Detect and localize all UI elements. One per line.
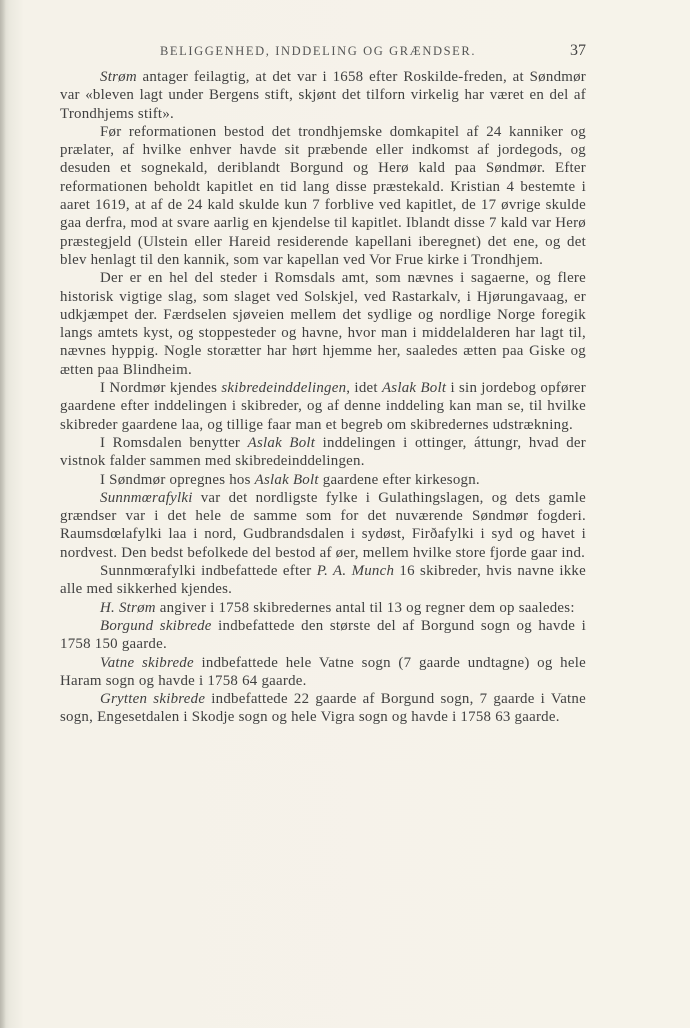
text-run: indbefattede hele Vatne sogn (7 gaarde undtagne) og hele Haram sogn og havde i 1758 64 gaarde. <box>60 654 586 689</box>
text-run: I Søndmør opregnes hos <box>100 471 255 488</box>
text-run: indbefattede 22 gaarde af Borgund sogn, 7 gaarde i Vatne sogn, Engesetdalen i Skodje sogn og hele Vigra sogn og havde i 1758 63 gaarde. <box>60 691 586 726</box>
italic-text: skibredeinddelingen <box>221 380 347 397</box>
text-run: i sin jordebog opfører gaardene efter inddelingen i skibreder, og af denne inddeling kan man se, til hvilke skibreder gaardene laa, og tillige faar man et begreb om skibredernes udstrækning. <box>60 380 586 433</box>
text-run: indbefattede den største del af Borgund sogn og havde i 1758 150 gaarde. <box>60 617 586 653</box>
italic-text: Borgund skibrede <box>100 617 212 634</box>
italic-text: H. Strøm <box>100 599 156 616</box>
paragraph <box>60 654 586 691</box>
paragraph <box>60 123 586 269</box>
paragraph <box>60 269 586 379</box>
italic-text: P. A. Munch <box>316 563 395 580</box>
italic-text: Aslak Bolt <box>254 471 319 488</box>
italic-text: Grytten skibrede <box>100 691 206 708</box>
page-number: 37 <box>570 42 586 59</box>
paragraph <box>60 489 586 562</box>
paragraph <box>60 68 586 123</box>
text-run: Der er en hel del steder i Romsdals amt, som nævnes i sagaerne, og flere historisk vigtige slag, som slaget ved Solskjel, ved Rastarkalv, i Hjørungavaag, er udkjæmpet der. Færdselen sjøveien mellem det sydlige og nordlige Norge foregik langs amtets kyst, og stoppesteder og havne, hvor man i middelalderen har lagt til, nævnes hyppig. Nogle storætter har hørt hjemme her, saaledes ætten paa Giske og ætten paa Blindheim. <box>60 270 586 378</box>
italic-text: Strøm <box>100 69 137 85</box>
paragraph <box>60 471 586 489</box>
page-spine-shadow <box>0 0 6 1028</box>
text-run: , idet <box>346 380 382 397</box>
paragraph <box>60 562 586 599</box>
italic-text: Vatne skibrede <box>100 654 194 671</box>
page-header <box>60 44 586 66</box>
text-run: angiver i 1758 skibredernes antal til 13 og regner dem op saaledes: <box>155 599 575 616</box>
text-run: antager feilagtig, at det var i 1658 efter Roskilde-freden, at Søndmør var «bleven lagt under Bergens stift, skjønt det tilforn virkelig har været en del af Trondhjems stift». <box>60 69 586 122</box>
body-text <box>60 68 586 727</box>
running-title: BELIGGENHED, INDDELING OG GRÆNDSER. <box>160 44 477 58</box>
paragraph <box>60 434 586 471</box>
paragraph <box>60 599 586 617</box>
text-run: 16 skibreder, hvis navne ikke alle med sikkerhed kjendes. <box>60 563 586 598</box>
paragraph <box>60 690 586 727</box>
italic-text: Aslak Bolt <box>247 434 316 451</box>
text-run: inddelingen i ottinger, áttungr, hvad der vistnok falder sammen med skibredeinddelingen. <box>60 434 586 470</box>
italic-text: Aslak Bolt <box>381 380 447 397</box>
italic-text: Sunnmœrafylki <box>100 489 193 506</box>
paragraph <box>60 617 586 654</box>
paragraph <box>60 379 586 434</box>
text-run: I Romsdalen benytter <box>100 434 248 451</box>
text-run: Sunnmœrafylki indbefattede efter <box>100 563 317 580</box>
text-run: I Nordmør kjendes <box>100 380 222 397</box>
text-run: var det nordligste fylke i Gulathingslagen, og dets gamle grændser var i det hele de samme som for det nuværende Søndmør fogderi. Raumsdœlafylki laa i nord, Gudbrandsdalen i sydøst, Firðafylki i syd og havet i nordvest. Den bedst befolkede del bestod af øer, mellem hvilke store fjorde gaar ind. <box>60 489 586 561</box>
text-run: Før reformationen bestod det trondhjemske domkapitel af 24 kanniker og prælater, af hvilke enhver havde sit præbende eller indkomst af jordegods, og desuden et sognekald, deriblandt Borgund og Herø kald paa Søndmør. Efter reformationen beholdt kapitlet en tid lang disse præstekald. Kristian 4 bestemte i aaret 1619, at af de 24 kald skulde kun 7 forblive ved kapitlet, de 17 øvrige skulde gaa derfra, mod at svare aarlig en kjendelse til kapitlet. Iblandt disse 7 kald var Herø præstegjeld (Ulstein eller Hareid residerende kapellani iberegnet) det ene, og det blev henlagt til den kannik, som var kapellan ved Vor Frue kirke i Trondhjem. <box>60 123 586 268</box>
text-run: gaardene efter kirkesogn. <box>318 471 480 488</box>
